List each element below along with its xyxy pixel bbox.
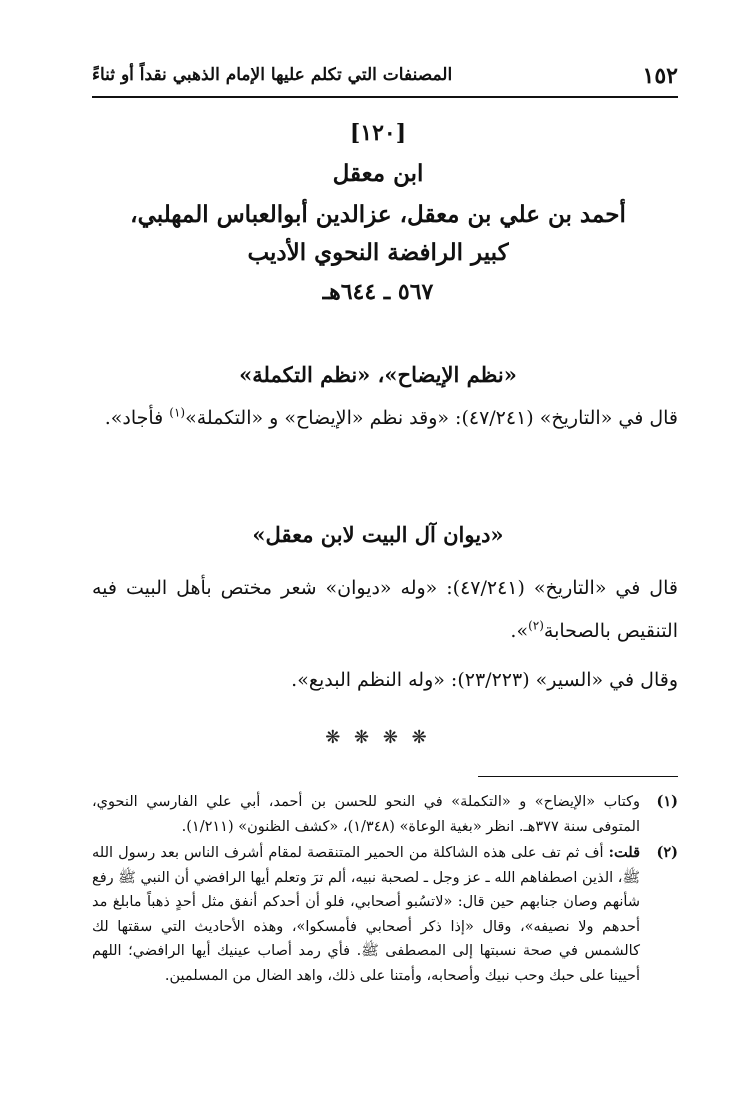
footnote-rule xyxy=(478,776,678,777)
paragraph-text: قال في «التاريخ» (٤٧/٢٤١): «وقد نظم «الإيضاح» و «التكملة» xyxy=(185,407,678,429)
entry-heading xyxy=(80,118,676,312)
footnote xyxy=(92,841,678,988)
running-title: المصنفات التي تكلم عليها الإمام الذهبي نقداً أو ثناءً xyxy=(92,65,453,85)
paragraph-text: قال في «التاريخ» (٤٧/٢٤١): «وله «ديوان» شعر مختص بأهل البيت فيه التنقيص بالصحابة xyxy=(92,577,678,642)
entry-dates: ٥٦٧ ـ ٦٤٤هـ xyxy=(322,279,434,305)
page-number: ١٥٢ xyxy=(642,63,678,89)
footnote-text-block xyxy=(92,841,640,988)
entry-number: [١٢٠] xyxy=(349,120,407,146)
footnote-text: وكتاب «الإيضاح» و «التكملة» في النحو للحسن بن أحمد، أبي علي الفارسي النحوي، المتوفى سنة ٣٧٧هـ. انظر «بغية الوعاة» (١/٣٤٨)، «كشف الظنون» (١/٢١١). xyxy=(92,794,640,835)
section-heading: «ديوان آل البيت لابن معقل» xyxy=(252,522,504,547)
section-paragraph: وقال في «السير» (٢٣/٢٢٣): «وله النظم البديع». xyxy=(291,669,678,691)
entry-full-name: أحمد بن علي بن معقل، عزالدين أبوالعباس المهلبي، xyxy=(130,201,626,228)
footnotes xyxy=(92,790,678,990)
footnote-text: أف ثم تف على هذه الشاكلة من الحمير المتنقصة لمقام أشرف الناس بعد رسول الله ﷺ، الذين اصطفاهم الله ـ عز وجل ـ لصحبة نبيه، ألم ترَ وتعلم أيها الرافضي أن النبي ﷺ رفع شأنهم وصان جنابهم حين قال: «لاتسُبو أصحابي، فلو أن أحدكم أنفق مثل أحدٍ ذهباً مابلغ مد أحدهم ولا نصيفه»، وقال «إذا ذكر أصحابي فأمسكوا»، وهذه الأحاديث التي سقتها لك كالشمس في صحة نسبتها إلى المصطفى ﷺ. فأي رمد أصاب عينيك أيها الرافضي؛ اللهم أحيينا على حبك وحب نبيك وأصحابه، وأمتنا على ذلك، واهد الضال من المسلمين. xyxy=(92,845,640,984)
paragraph-text-end: فأجاد». xyxy=(104,407,170,429)
page-header xyxy=(92,63,678,93)
section-paragraph xyxy=(92,397,678,440)
section-heading: «نظم الإيضاح»، «نظم التكملة» xyxy=(239,362,517,387)
footnote xyxy=(92,790,678,839)
entry-description: كبير الرافضة النحوي الأديب xyxy=(247,239,509,266)
section-paragraph xyxy=(92,567,678,653)
section-divider-ornament: ❋ ❋ ❋ ❋ xyxy=(325,727,431,748)
footnote-ref[interactable]: (٢) xyxy=(528,618,544,633)
header-rule xyxy=(92,96,678,98)
footnote-number: (٢) xyxy=(656,844,678,861)
paragraph-text-end: ». xyxy=(510,620,529,642)
entry-name: ابن معقل xyxy=(332,160,424,187)
footnote-lead: قلت: xyxy=(608,844,640,861)
footnote-ref[interactable]: (١) xyxy=(169,405,186,420)
footnote-number: (١) xyxy=(656,793,678,810)
